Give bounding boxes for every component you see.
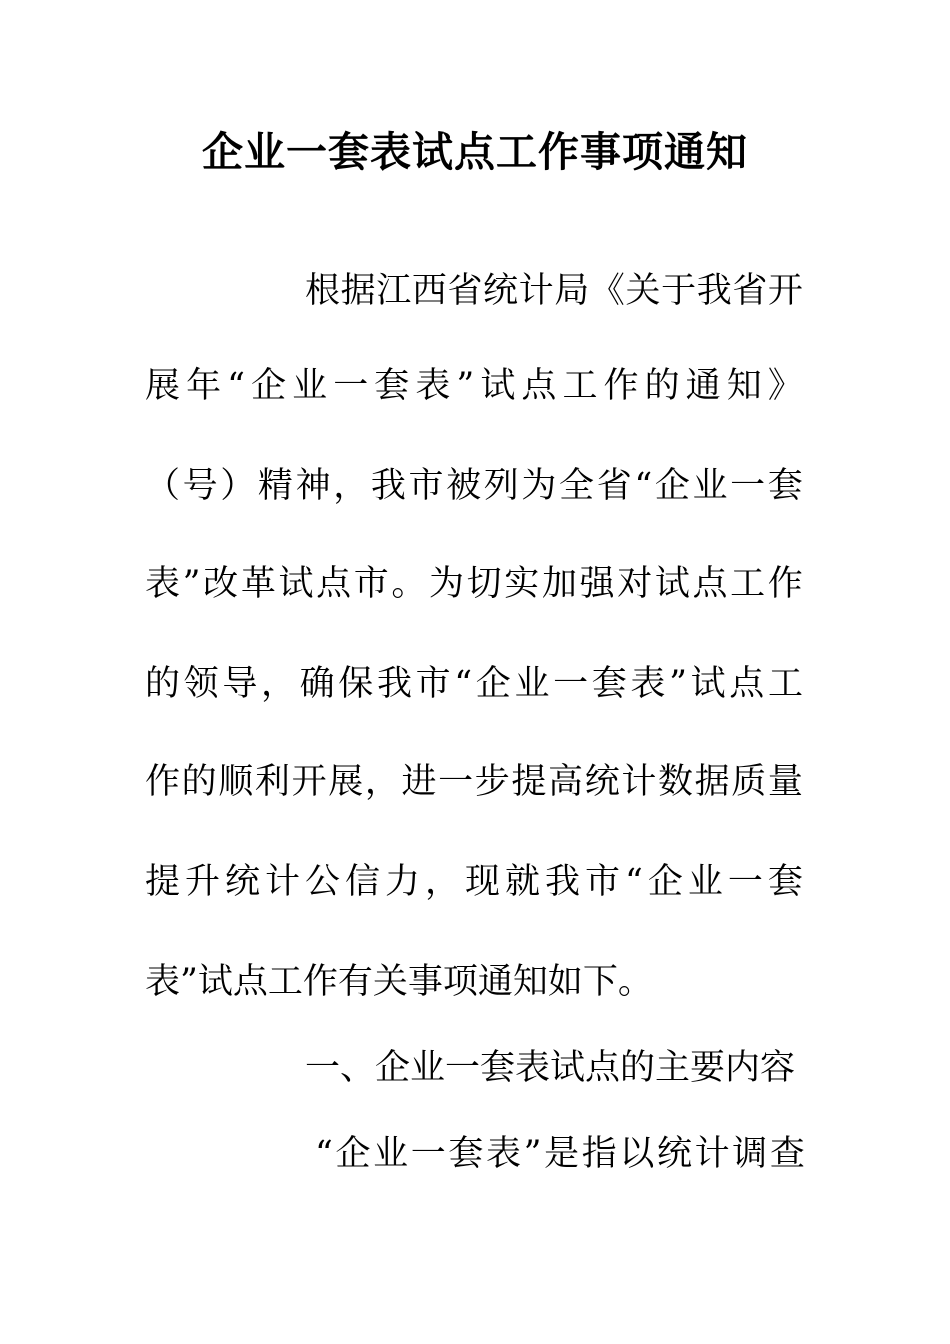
paragraph-line-8: 表”试点工作有关事项通知如下。 [145,962,653,1002]
paragraph-line-1: 根 据 江 西 省 统 计 局 《 关 于 我 省 开 [305,271,803,311]
paragraph-line-6: 作 的 顺 利 开 展 ， 进 一 步 提 高 统 计 数 据 质 量 [145,762,803,802]
section-heading-1: 一、企业一套表试点的主要内容 [305,1048,796,1088]
paragraph-line-3: （ 号 ） 精 神 ， 我 市 被 列 为 全 省 “ 企 业 一 套 [145,466,803,506]
paragraph-line-2: 展 年 “ 企 业 一 套 表 ” 试 点 工 作 的 通 知 》 [145,366,803,406]
paragraph-line-7: 提 升 统 计 公 信 力 ， 现 就 我 市 “ 企 业 一 套 [145,862,803,902]
document-title: 企业一套表试点工作事项通知 [202,128,748,176]
paragraph-line-5: 的 领 导 ， 确 保 我 市 “ 企 业 一 套 表 ” 试 点 工 [145,664,803,704]
paragraph-line-4: 表 ” 改 革 试 点 市 。 为 切 实 加 强 对 试 点 工 作 [145,564,803,604]
paragraph-line-10: “ 企 业 一 套 表 ” 是 指 以 统 计 调 查 [315,1134,805,1174]
